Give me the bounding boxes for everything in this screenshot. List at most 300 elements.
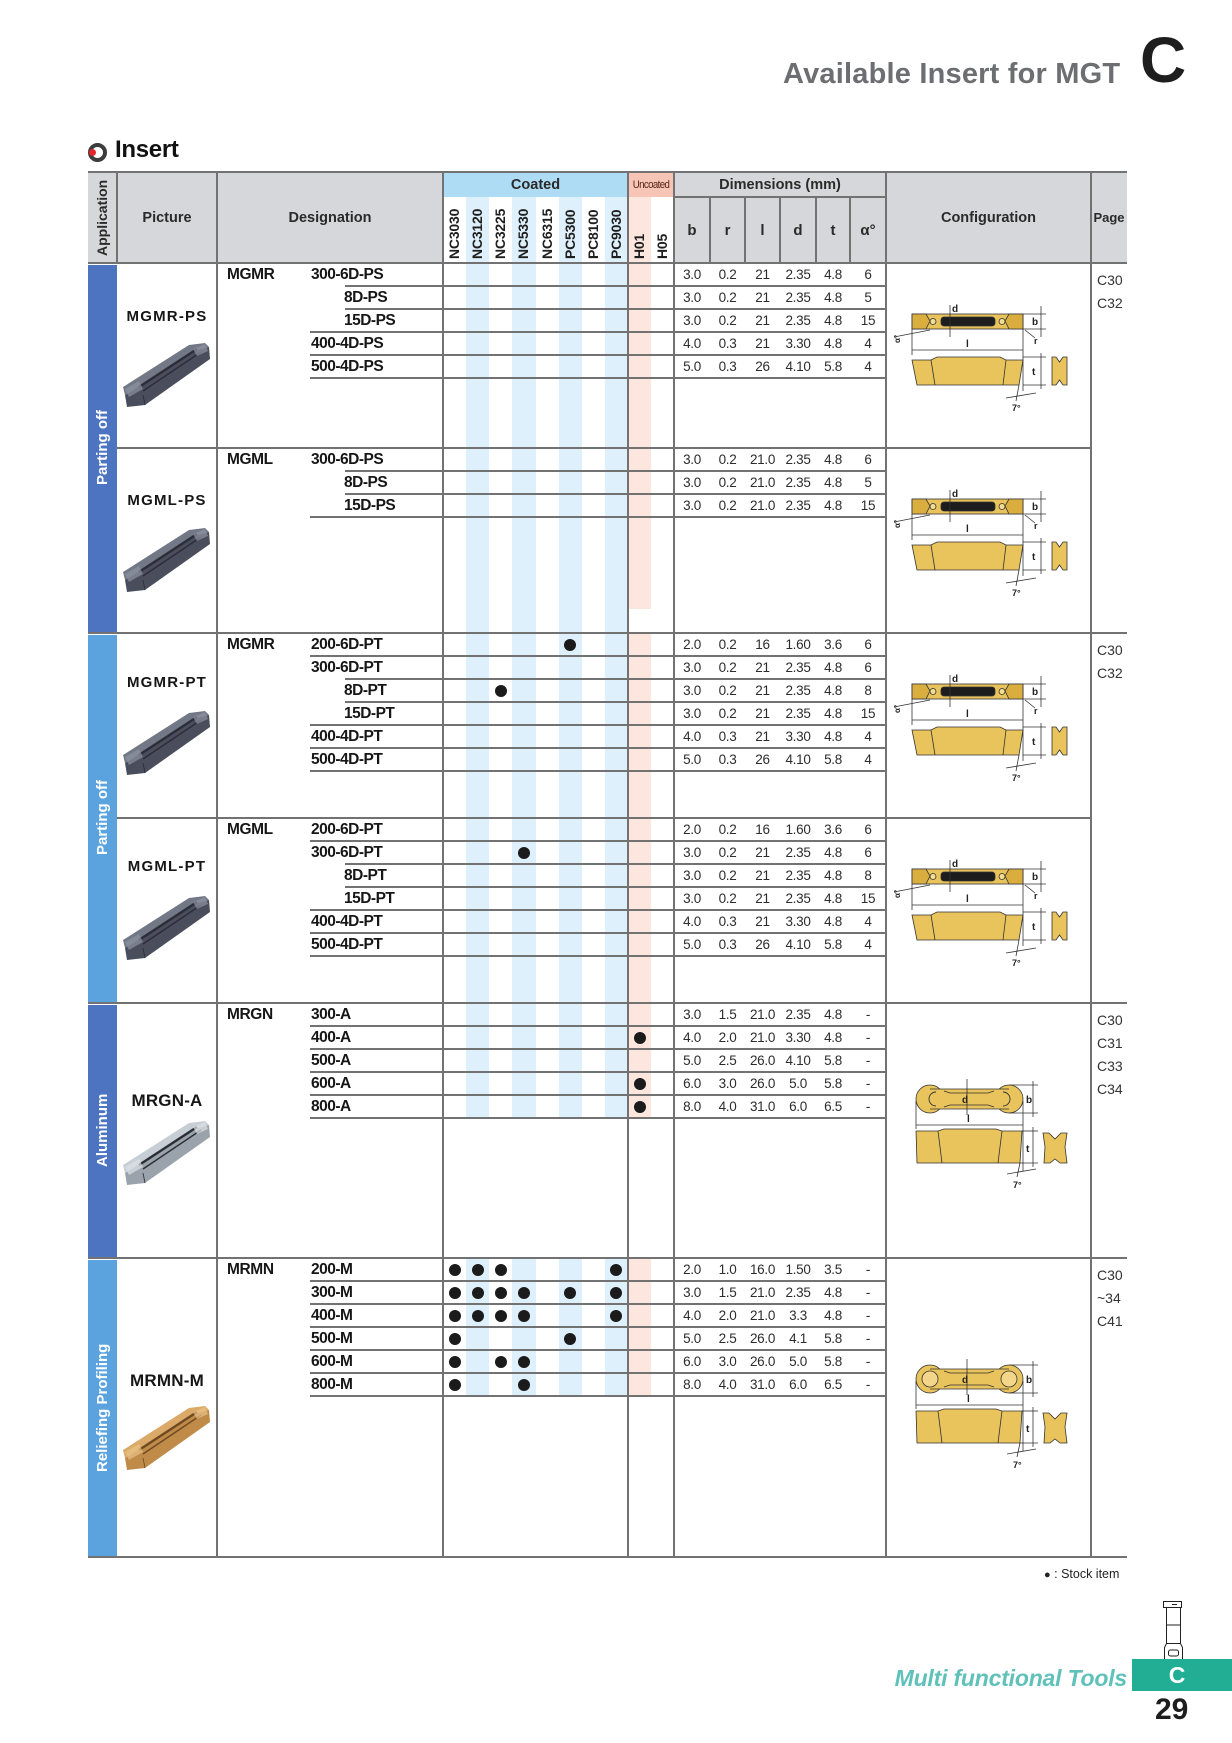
dimension-value: 6.0 — [789, 1377, 807, 1392]
stock-dot — [449, 1264, 461, 1276]
dimension-value: 16 — [755, 637, 770, 652]
header-grade-nc6315: NC6315 — [538, 208, 555, 259]
dimension-value: 0.2 — [718, 452, 737, 467]
stock-legend-text: : Stock item — [1050, 1567, 1120, 1581]
table-rule — [310, 955, 886, 957]
dimension-value: 6.0 — [683, 1354, 701, 1369]
header-grade-pc5300: PC5300 — [561, 209, 578, 259]
diagram-label-angle: 7° — [1012, 403, 1021, 413]
dimension-value: 21.0 — [749, 1285, 776, 1300]
dimension-value: 2.35 — [785, 891, 811, 906]
stock-dot — [495, 1310, 507, 1322]
page-reference: C32 — [1097, 665, 1123, 681]
dimension-value: 21 — [755, 706, 770, 721]
dimension-value: 3.3 — [789, 1308, 807, 1323]
dimension-value: 16.0 — [749, 1262, 776, 1277]
dimension-value: 3.0 — [683, 452, 701, 467]
diagram-label-t: t — [1026, 1144, 1030, 1155]
designation-code: 15D-PS — [344, 312, 396, 329]
dimension-value: 21 — [755, 660, 770, 675]
table-rule — [88, 171, 1127, 173]
dimension-value: 6.0 — [683, 1076, 701, 1091]
dimension-value: 0.3 — [718, 336, 737, 351]
dimension-value: 1.5 — [718, 1007, 737, 1022]
dimension-value: - — [865, 1053, 871, 1068]
dimension-value: 26.0 — [749, 1076, 776, 1091]
dark-grooving-insert-icon — [121, 339, 213, 415]
dimension-value: 4.0 — [683, 1030, 701, 1045]
designation-code: 500-4D-PT — [311, 751, 383, 768]
aluminum-insert-icon — [121, 1117, 213, 1193]
dimension-value: 4 — [864, 729, 872, 744]
dimension-value: 6 — [864, 845, 872, 860]
diagram-label-t: t — [1032, 737, 1036, 748]
diagram-label-l: l — [966, 339, 969, 350]
dimension-value: - — [865, 1354, 871, 1369]
header-dimensions: Dimensions (mm) — [719, 176, 841, 193]
diagram-label-d: d — [952, 859, 959, 870]
table-rule — [310, 1395, 886, 1397]
dimension-value: 2.35 — [785, 452, 811, 467]
designation-code: 8D-PS — [344, 474, 388, 491]
dimension-value: 31.0 — [749, 1099, 776, 1114]
dimension-value: 4.8 — [824, 683, 842, 698]
dimension-value: 6.0 — [789, 1099, 807, 1114]
diagram-label-r: r — [1034, 336, 1038, 346]
table-rule — [310, 1117, 886, 1119]
dimension-value: 4.0 — [683, 914, 701, 929]
designation-code: 400-4D-PT — [311, 728, 383, 745]
stock-dot — [634, 1101, 646, 1113]
designation-code: 800-A — [311, 1098, 351, 1115]
designation-code: 300-M — [311, 1284, 353, 1301]
uncoated-grade-stripe — [628, 448, 651, 609]
dimension-value: 5.0 — [683, 752, 701, 767]
designation-code: 400-M — [311, 1307, 353, 1324]
diagram-label-l: l — [967, 1114, 970, 1125]
table-rule — [779, 197, 781, 263]
coated-grade-stripe — [605, 448, 628, 633]
dimension-value: 2.5 — [718, 1053, 737, 1068]
dimension-value: 4.8 — [824, 290, 842, 305]
dimension-value: 2.35 — [785, 290, 811, 305]
dimension-value: 0.2 — [718, 868, 737, 883]
dimension-value: 2.5 — [718, 1331, 737, 1346]
designation-code: 500-4D-PS — [311, 358, 384, 375]
dimension-value: 4.8 — [824, 267, 842, 282]
header-grade-nc3225: NC3225 — [492, 208, 509, 259]
dimension-value: - — [865, 1099, 871, 1114]
picture-label: MGMR-PT — [126, 674, 208, 691]
section-heading: Insert — [115, 136, 179, 163]
dimension-value: 3.30 — [785, 729, 811, 744]
dimension-value: 0.2 — [718, 660, 737, 675]
dimension-value: 21.0 — [749, 1308, 776, 1323]
dimension-value: 3.0 — [683, 891, 701, 906]
dimension-value: 5.0 — [683, 359, 701, 374]
designation-code: 300-A — [311, 1006, 351, 1023]
dimension-value: 5.8 — [824, 1331, 842, 1346]
designation-code: 400-A — [311, 1029, 351, 1046]
dimension-value: 2.0 — [683, 1262, 701, 1277]
diagram-label-d: d — [952, 304, 959, 315]
dimension-value: 0.3 — [718, 914, 737, 929]
stock-dot — [449, 1356, 461, 1368]
dimension-value: 5.8 — [824, 752, 842, 767]
dimension-value: 4.0 — [683, 336, 701, 351]
dimension-value: 3.0 — [683, 1007, 701, 1022]
diagram-label-d: d — [962, 1095, 969, 1106]
dimension-value: 4.8 — [824, 498, 842, 513]
diagram-label-r: r — [1034, 521, 1038, 531]
dimension-value: 5.0 — [683, 1331, 701, 1346]
header-grade-nc5330: NC5330 — [515, 208, 532, 259]
dimension-value: 4.8 — [824, 1030, 842, 1045]
diagram-label-t: t — [1032, 367, 1036, 378]
diagram-label-angle: 7° — [1013, 1460, 1022, 1470]
stock-dot — [495, 1264, 507, 1276]
stock-dot — [518, 847, 530, 859]
diagram-label-d: d — [952, 674, 959, 685]
page-reference: C30 — [1097, 1267, 1123, 1283]
dimension-value: 21 — [755, 683, 770, 698]
header-uncoated: Uncoated — [632, 178, 670, 191]
stock-dot — [610, 1264, 622, 1276]
header-page: Page — [1093, 210, 1125, 225]
coated-grade-stripe — [466, 1003, 489, 1118]
table-rule — [815, 197, 817, 263]
dimension-value: 2.0 — [718, 1308, 737, 1323]
dark-grooving-insert-icon — [121, 524, 213, 600]
dimension-value: 5.8 — [824, 1053, 842, 1068]
dimension-value: 21.0 — [749, 498, 776, 513]
diagram-label-t: t — [1026, 1424, 1030, 1435]
parting-off-diagram — [886, 303, 1086, 421]
dimension-value: 0.2 — [718, 290, 737, 305]
dimension-value: 5 — [864, 475, 872, 490]
header-grade-pc8100: PC8100 — [584, 209, 601, 259]
dimension-value: 3.0 — [683, 1285, 701, 1300]
dimension-value: 0.2 — [718, 891, 737, 906]
diagram-label-angle: 7° — [1012, 773, 1021, 783]
header-dim-5: α° — [860, 221, 876, 239]
diagram-label-l: l — [967, 1394, 970, 1405]
dimension-value: 4.0 — [718, 1099, 737, 1114]
dimension-value: 2.35 — [785, 845, 811, 860]
dimension-value: 3.0 — [683, 706, 701, 721]
dark-grooving-insert-icon — [121, 707, 213, 783]
diagram-label-angle: 7° — [1013, 1180, 1022, 1190]
dimension-value: 2.35 — [785, 498, 811, 513]
dimension-value: 0.2 — [718, 267, 737, 282]
coated-grade-stripe — [559, 448, 582, 633]
designation-series: MGML — [227, 821, 273, 838]
dimension-value: 4.8 — [824, 336, 842, 351]
diagram-label-l: l — [966, 709, 969, 720]
stock-dot-icon: ● — [1044, 1569, 1051, 1581]
dimension-value: 4.10 — [785, 359, 811, 374]
designation-series: MGMR — [227, 266, 275, 283]
coated-grade-stripe — [466, 448, 489, 633]
dimension-value: - — [865, 1285, 871, 1300]
stock-dot — [564, 639, 576, 651]
dimension-value: 6.5 — [824, 1099, 842, 1114]
dark-grooving-insert-icon — [121, 892, 213, 968]
table-rule — [310, 516, 886, 518]
dimension-value: 5.0 — [789, 1076, 807, 1091]
dimension-value: 3.6 — [824, 822, 842, 837]
dimension-value: 0.2 — [718, 683, 737, 698]
dimension-value: 1.0 — [718, 1262, 737, 1277]
designation-code: 600-A — [311, 1075, 351, 1092]
designation-code: 400-4D-PS — [311, 335, 384, 352]
designation-code: 400-4D-PT — [311, 913, 383, 930]
dimension-value: 2.35 — [785, 313, 811, 328]
page-reference: C30 — [1097, 1012, 1123, 1028]
table-rule — [116, 172, 118, 263]
diagram-label-b: b — [1032, 872, 1039, 883]
dimension-value: 8 — [864, 683, 872, 698]
diagram-label-alpha: α° — [893, 889, 902, 898]
dimension-value: 8.0 — [683, 1099, 701, 1114]
dimension-value: 3.0 — [683, 868, 701, 883]
dimension-value: 5.8 — [824, 359, 842, 374]
stock-dot — [610, 1310, 622, 1322]
stock-dot — [449, 1379, 461, 1391]
stock-dot — [610, 1287, 622, 1299]
page-number: 29 — [1155, 1693, 1189, 1726]
dimension-value: 8 — [864, 868, 872, 883]
dimension-value: 6 — [864, 637, 872, 652]
dimension-value: 4 — [864, 359, 872, 374]
header-dim-2: l — [760, 221, 765, 239]
dimension-value: 3.0 — [683, 498, 701, 513]
dimension-value: - — [865, 1007, 871, 1022]
header-picture: Picture — [142, 209, 192, 226]
page-reference: ~34 — [1097, 1290, 1121, 1306]
dimension-value: 5.0 — [683, 937, 701, 952]
dimension-value: 1.5 — [718, 1285, 737, 1300]
dimension-value: 4.8 — [824, 891, 842, 906]
footer-category: Multi functional Tools — [894, 1665, 1127, 1691]
dimension-value: 1.60 — [785, 822, 811, 837]
dimension-value: 3.0 — [683, 845, 701, 860]
stock-dot — [449, 1310, 461, 1322]
dimension-value: - — [865, 1030, 871, 1045]
stock-dot — [449, 1287, 461, 1299]
designation-code: 8D-PT — [344, 867, 387, 884]
chapter-tab — [1132, 1659, 1232, 1691]
chapter-tab-label: C — [1168, 1661, 1186, 1688]
designation-code: 8D-PS — [344, 289, 388, 306]
dimension-value: 4.1 — [789, 1331, 807, 1346]
dimension-value: 4.8 — [824, 706, 842, 721]
application-group-label: Parting off — [94, 780, 111, 856]
coated-grade-stripe — [512, 448, 535, 633]
dimension-value: 21 — [755, 914, 770, 929]
dimension-value: 5.0 — [789, 1354, 807, 1369]
header-dim-4: t — [830, 221, 836, 239]
dimension-value: 4.8 — [824, 452, 842, 467]
dimension-value: 21.0 — [749, 452, 776, 467]
designation-code: 15D-PT — [344, 890, 395, 907]
table-rule — [310, 770, 886, 772]
page-reference: C33 — [1097, 1058, 1123, 1074]
designation-code: 200-M — [311, 1261, 353, 1278]
diagram-label-b: b — [1032, 687, 1039, 698]
designation-code: 500-A — [311, 1052, 351, 1069]
stock-dot — [518, 1356, 530, 1368]
page-reference: C34 — [1097, 1081, 1123, 1097]
dimension-value: 4.8 — [824, 1308, 842, 1323]
dimension-value: 4 — [864, 336, 872, 351]
header-dim-1: r — [724, 221, 731, 239]
dimension-value: 4.8 — [824, 914, 842, 929]
designation-code: 15D-PS — [344, 497, 396, 514]
dimension-value: 0.2 — [718, 845, 737, 860]
dimension-value: 21 — [755, 868, 770, 883]
page-reference: C31 — [1097, 1035, 1123, 1051]
diagram-label-l: l — [966, 894, 969, 905]
table-rule — [709, 197, 711, 263]
stock-dot — [518, 1310, 530, 1322]
dimension-value: 0.2 — [718, 822, 737, 837]
dimension-value: 4.8 — [824, 1007, 842, 1022]
designation-code: 500-M — [311, 1330, 353, 1347]
diagram-label-b: b — [1026, 1095, 1033, 1106]
dimension-value: 2.35 — [785, 683, 811, 698]
stock-dot — [634, 1078, 646, 1090]
picture-label: MGML-PS — [127, 492, 207, 509]
dimension-value: 4 — [864, 937, 872, 952]
stock-dot — [495, 685, 507, 697]
header-grade-nc3120: NC3120 — [469, 208, 486, 259]
designation-code: 300-6D-PT — [311, 659, 383, 676]
dimension-value: 6.5 — [824, 1377, 842, 1392]
diagram-label-t: t — [1032, 922, 1036, 933]
dimension-value: 26 — [755, 359, 770, 374]
designation-code: 800-M — [311, 1376, 353, 1393]
header-configuration: Configuration — [940, 209, 1037, 226]
diagram-label-d: d — [952, 489, 959, 500]
dimension-value: 2.35 — [785, 475, 811, 490]
dimension-value: 2.35 — [785, 868, 811, 883]
dimension-value: 0.2 — [718, 475, 737, 490]
dimension-value: 0.2 — [718, 313, 737, 328]
table-rule — [849, 197, 851, 263]
dimension-value: 2.35 — [785, 660, 811, 675]
dimension-value: 0.3 — [718, 359, 737, 374]
table-rule — [88, 1556, 1127, 1558]
dimension-value: 3.5 — [824, 1262, 842, 1277]
stock-dot — [495, 1287, 507, 1299]
dimension-value: 3.0 — [683, 313, 701, 328]
designation-series: MRMN — [227, 1261, 274, 1278]
dimension-value: 16 — [755, 822, 770, 837]
designation-code: 300-6D-PT — [311, 844, 383, 861]
dimension-value: 21 — [755, 729, 770, 744]
dimension-value: 21.0 — [749, 1030, 776, 1045]
page-reference: C41 — [1097, 1313, 1123, 1329]
chapter-letter: C — [1140, 24, 1187, 96]
diagram-label-b: b — [1032, 502, 1039, 513]
dimension-value: 4.8 — [824, 845, 842, 860]
dimension-value: - — [865, 1377, 871, 1392]
picture-label: MRGN-A — [131, 1091, 203, 1110]
dimension-value: 6 — [864, 452, 872, 467]
dimension-value: 3.0 — [683, 475, 701, 490]
dimension-value: 31.0 — [749, 1377, 776, 1392]
dimension-value: 0.2 — [718, 637, 737, 652]
diagram-label-l: l — [966, 524, 969, 535]
dimension-value: 3.30 — [785, 336, 811, 351]
dimension-value: 3.0 — [683, 683, 701, 698]
dimension-value: 3.0 — [718, 1354, 737, 1369]
dimension-value: 4.0 — [718, 1377, 737, 1392]
dimension-value: 2.0 — [718, 1030, 737, 1045]
dimension-value: 2.35 — [785, 267, 811, 282]
table-rule — [310, 377, 886, 379]
dimension-value: 5.8 — [824, 1354, 842, 1369]
stock-legend — [1044, 1567, 1119, 1581]
dimension-value: 21.0 — [749, 475, 776, 490]
dimension-value: 5.0 — [683, 1053, 701, 1068]
dimension-value: 6 — [864, 822, 872, 837]
dimension-value: 15 — [860, 498, 876, 513]
stock-dot — [634, 1032, 646, 1044]
dimension-value: - — [865, 1308, 871, 1323]
picture-label: MGMR-PS — [126, 308, 208, 325]
designation-series: MGMR — [227, 636, 275, 653]
diagram-label-alpha: α° — [893, 334, 902, 343]
dimension-value: 4.10 — [785, 1053, 811, 1068]
dimension-value: 3.0 — [683, 267, 701, 282]
dimension-value: 4 — [864, 914, 872, 929]
stock-dot — [495, 1356, 507, 1368]
dimension-value: 4.8 — [824, 660, 842, 675]
dimension-value: 5 — [864, 290, 872, 305]
dimension-value: 26.0 — [749, 1331, 776, 1346]
stock-dot — [564, 1287, 576, 1299]
stock-dot — [564, 1333, 576, 1345]
dimension-value: 0.2 — [718, 498, 737, 513]
designation-code: 8D-PT — [344, 682, 387, 699]
diagram-label-angle: 7° — [1012, 958, 1021, 968]
application-group-label: Aluminum — [94, 1093, 111, 1168]
designation-code: 15D-PT — [344, 705, 395, 722]
coated-grade-stripe — [512, 1003, 535, 1118]
diagram-label-b: b — [1026, 1375, 1033, 1386]
header-grade-h05: H05 — [654, 233, 670, 259]
header-designation: Designation — [288, 209, 372, 226]
dimension-value: 5.8 — [824, 937, 842, 952]
dimension-value: 4.0 — [683, 1308, 701, 1323]
header-coated: Coated — [510, 176, 561, 193]
dimension-value: 6 — [864, 267, 872, 282]
page-reference: C30 — [1097, 272, 1123, 288]
designation-code: 200-6D-PT — [311, 636, 383, 653]
diagram-label-t: t — [1032, 552, 1036, 563]
dimension-value: 2.0 — [683, 822, 701, 837]
dimension-value: 1.60 — [785, 637, 811, 652]
designation-code: 200-6D-PT — [311, 821, 383, 838]
application-group-label: Parting off — [94, 410, 111, 486]
dimension-value: - — [865, 1331, 871, 1346]
coated-grade-stripe — [559, 1003, 582, 1118]
dimension-value: 0.2 — [718, 706, 737, 721]
dimension-value: 21 — [755, 313, 770, 328]
dimension-value: 3.0 — [718, 1076, 737, 1091]
